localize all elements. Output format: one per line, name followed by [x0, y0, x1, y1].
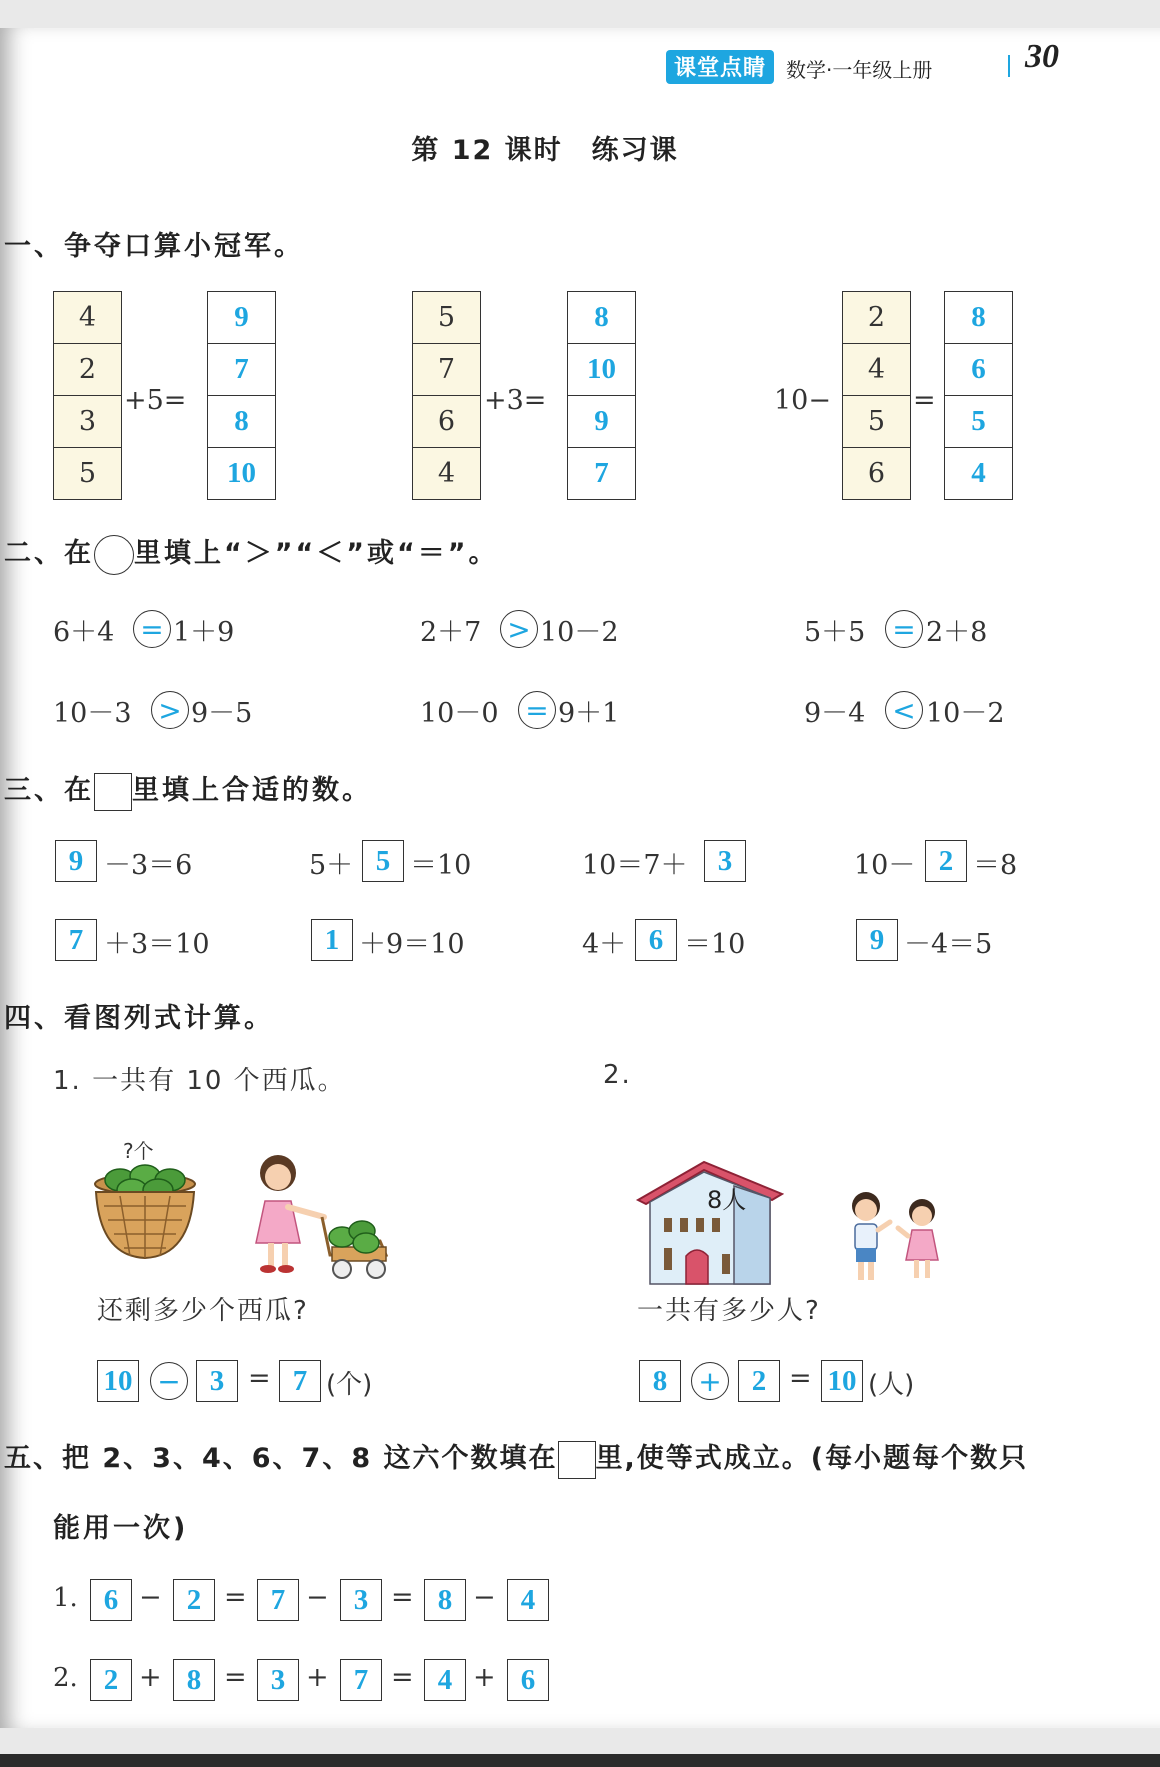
- problem2-question: 一共有多少人?: [637, 1296, 821, 1326]
- section5-heading: [4, 1436, 1028, 1479]
- compare-left: 5＋5: [804, 617, 866, 648]
- box-placeholder-icon: [94, 773, 132, 811]
- answer-box[interactable]: 1: [311, 919, 353, 961]
- answer-cell[interactable]: 6: [945, 344, 1012, 396]
- header-badge: 课堂点睛: [666, 50, 774, 84]
- answer-box[interactable]: 7: [279, 1360, 321, 1402]
- answer-box[interactable]: 4: [424, 1659, 466, 1701]
- answer-box[interactable]: 8: [424, 1579, 466, 1621]
- compare-right: 9－5: [191, 698, 253, 729]
- lesson-title: 第 12 课时 练习课: [411, 135, 679, 166]
- answer-box[interactable]: 6: [507, 1659, 549, 1701]
- answer-box[interactable]: 3: [340, 1579, 382, 1621]
- answer-box[interactable]: 3: [196, 1360, 238, 1402]
- answer-cell[interactable]: 7: [594, 457, 609, 489]
- equation-text: －3＝6: [104, 850, 193, 881]
- answer-box[interactable]: 10: [821, 1360, 863, 1402]
- input-cell: 4: [54, 292, 121, 344]
- answer-box[interactable]: 9: [55, 840, 97, 882]
- operator-sign: −: [473, 1582, 496, 1613]
- operator-sign: +: [473, 1662, 496, 1693]
- answer-cell[interactable]: 8: [208, 396, 275, 448]
- answer-cell[interactable]: 8: [945, 292, 1012, 344]
- input-cell: 5: [78, 458, 97, 489]
- equals-label: =: [913, 385, 936, 416]
- equation-text: ＝10: [684, 929, 746, 960]
- answer-box[interactable]: 6: [635, 919, 677, 961]
- worksheet-page: [0, 28, 1160, 1728]
- compare-left: 10－3: [53, 698, 132, 729]
- equation-text: 10－: [854, 850, 916, 881]
- page-number: 30: [1025, 38, 1059, 75]
- prefix-label: 10−: [774, 385, 831, 416]
- operator-circle[interactable]: +: [691, 1362, 729, 1400]
- compare-circle[interactable]: =: [885, 610, 923, 648]
- answer-box[interactable]: 2: [925, 840, 967, 882]
- answer-box[interactable]: 3: [257, 1659, 299, 1701]
- house-count-label: 8人: [707, 1186, 747, 1214]
- equals-sign: =: [391, 1582, 414, 1613]
- equals-sign: =: [224, 1582, 247, 1613]
- section2-heading-b: 里填上“＞”“＜”或“＝”。: [134, 538, 499, 569]
- compare-left: 9－4: [804, 698, 866, 729]
- compare-right: 10－2: [926, 698, 1005, 729]
- answer-column: [944, 291, 1013, 500]
- input-cell: 7: [413, 344, 480, 396]
- compare-circle[interactable]: =: [133, 610, 171, 648]
- equation-text: ＝8: [973, 850, 1018, 881]
- answer-box[interactable]: 6: [90, 1579, 132, 1621]
- answer-box[interactable]: 7: [257, 1579, 299, 1621]
- equation-text: ＋9＝10: [359, 929, 465, 960]
- compare-circle[interactable]: >: [151, 691, 189, 729]
- row-label: 2.: [53, 1663, 78, 1693]
- input-cell: 5: [413, 292, 480, 344]
- equals-sign: =: [224, 1662, 247, 1693]
- answer-cell[interactable]: 10: [227, 457, 256, 489]
- answer-box[interactable]: 2: [738, 1360, 780, 1402]
- equation-text: ＋3＝10: [104, 929, 210, 960]
- compare-right: 9＋1: [558, 698, 620, 729]
- girl-with-cart-icon: [238, 1151, 388, 1286]
- house-icon: [634, 1156, 784, 1288]
- answer-cell[interactable]: 4: [971, 457, 986, 489]
- answer-column: [207, 291, 276, 500]
- compare-left: 2＋7: [420, 617, 482, 648]
- answer-box[interactable]: 4: [507, 1579, 549, 1621]
- section5-heading-b: 里,使等式成立。(每小题每个数只: [595, 1443, 1029, 1474]
- equation-text: 5＋: [309, 850, 354, 881]
- problem1-label: 1. 一共有 10 个西瓜。: [53, 1066, 346, 1096]
- input-cell: 2: [54, 344, 121, 396]
- answer-box[interactable]: 8: [639, 1360, 681, 1402]
- input-cell: 6: [413, 396, 480, 448]
- operator-sign: −: [139, 1582, 162, 1613]
- compare-right: 1＋9: [173, 617, 235, 648]
- section1-heading: 一、争夺口算小冠军。: [4, 231, 304, 262]
- input-cell: 2: [843, 292, 910, 344]
- answer-box[interactable]: 10: [97, 1360, 139, 1402]
- operation-label: +3=: [484, 385, 547, 416]
- equation-text: ＝10: [410, 850, 472, 881]
- answer-box[interactable]: 2: [173, 1579, 215, 1621]
- unit-label: (人): [868, 1370, 915, 1400]
- section5-heading-a: 五、把 2、3、4、6、7、8 这六个数填在: [4, 1443, 558, 1474]
- answer-box[interactable]: 7: [55, 919, 97, 961]
- input-cell: 3: [54, 396, 121, 448]
- problem1-question: 还剩多少个西瓜?: [97, 1296, 309, 1326]
- input-cell: 5: [843, 396, 910, 448]
- equals-sign: =: [248, 1363, 271, 1394]
- bottom-bar: [0, 1754, 1160, 1767]
- section3-heading-a: 三、在: [4, 775, 94, 806]
- circle-placeholder-icon: [94, 535, 134, 575]
- answer-box[interactable]: 2: [90, 1659, 132, 1701]
- answer-box[interactable]: 9: [856, 919, 898, 961]
- input-column: [412, 291, 481, 500]
- unit-label: (个): [326, 1370, 373, 1400]
- answer-box[interactable]: 3: [704, 840, 746, 882]
- section4-heading: 四、看图列式计算。: [4, 1003, 274, 1034]
- operator-sign: +: [139, 1662, 162, 1693]
- compare-circle[interactable]: >: [500, 610, 538, 648]
- operation-label: +5=: [124, 385, 187, 416]
- answer-box[interactable]: 5: [362, 840, 404, 882]
- input-column: [53, 291, 122, 500]
- compare-circle[interactable]: =: [518, 691, 556, 729]
- equation-text: 10＝7＋: [582, 850, 688, 881]
- answer-box[interactable]: 7: [340, 1659, 382, 1701]
- header-subject: 数学·一年级上册: [786, 58, 933, 82]
- input-cell: 4: [437, 458, 456, 489]
- section3-heading-b: 里填上合适的数。: [132, 775, 372, 806]
- answer-box[interactable]: 8: [173, 1659, 215, 1701]
- compare-left: 10－0: [420, 698, 499, 729]
- compare-circle[interactable]: <: [885, 691, 923, 729]
- input-column: [842, 291, 911, 500]
- equals-sign: =: [391, 1662, 414, 1693]
- operator-sign: −: [306, 1582, 329, 1613]
- answer-cell[interactable]: 7: [208, 344, 275, 396]
- two-children-icon: [838, 1188, 953, 1288]
- compare-left: 6＋4: [53, 617, 115, 648]
- compare-right: 2＋8: [926, 617, 988, 648]
- input-cell: 6: [867, 458, 886, 489]
- equation-text: 4＋: [582, 929, 627, 960]
- answer-column: [567, 291, 636, 500]
- section2-heading-a: 二、在: [4, 538, 94, 569]
- answer-cell[interactable]: 5: [945, 396, 1012, 448]
- equation-text: －4＝5: [904, 929, 993, 960]
- answer-cell[interactable]: 9: [208, 292, 275, 344]
- answer-cell[interactable]: 8: [568, 292, 635, 344]
- box-placeholder-icon: [558, 1441, 596, 1479]
- answer-cell[interactable]: 10: [568, 344, 635, 396]
- section3-heading: [4, 768, 372, 811]
- problem2-label: 2.: [603, 1060, 632, 1090]
- input-cell: 4: [843, 344, 910, 396]
- operator-circle[interactable]: −: [150, 1362, 188, 1400]
- watermelon-basket-icon: [90, 1156, 200, 1266]
- compare-right: 10－2: [540, 617, 619, 648]
- equals-sign: =: [789, 1363, 812, 1394]
- header-separator: [1008, 55, 1010, 77]
- row-label: 1.: [53, 1583, 78, 1613]
- section2-heading: [4, 531, 498, 575]
- operator-sign: +: [306, 1662, 329, 1693]
- section5-heading-continued: 能用一次): [53, 1513, 189, 1544]
- answer-cell[interactable]: 9: [568, 396, 635, 448]
- unknown-count-label: ?个: [123, 1139, 154, 1163]
